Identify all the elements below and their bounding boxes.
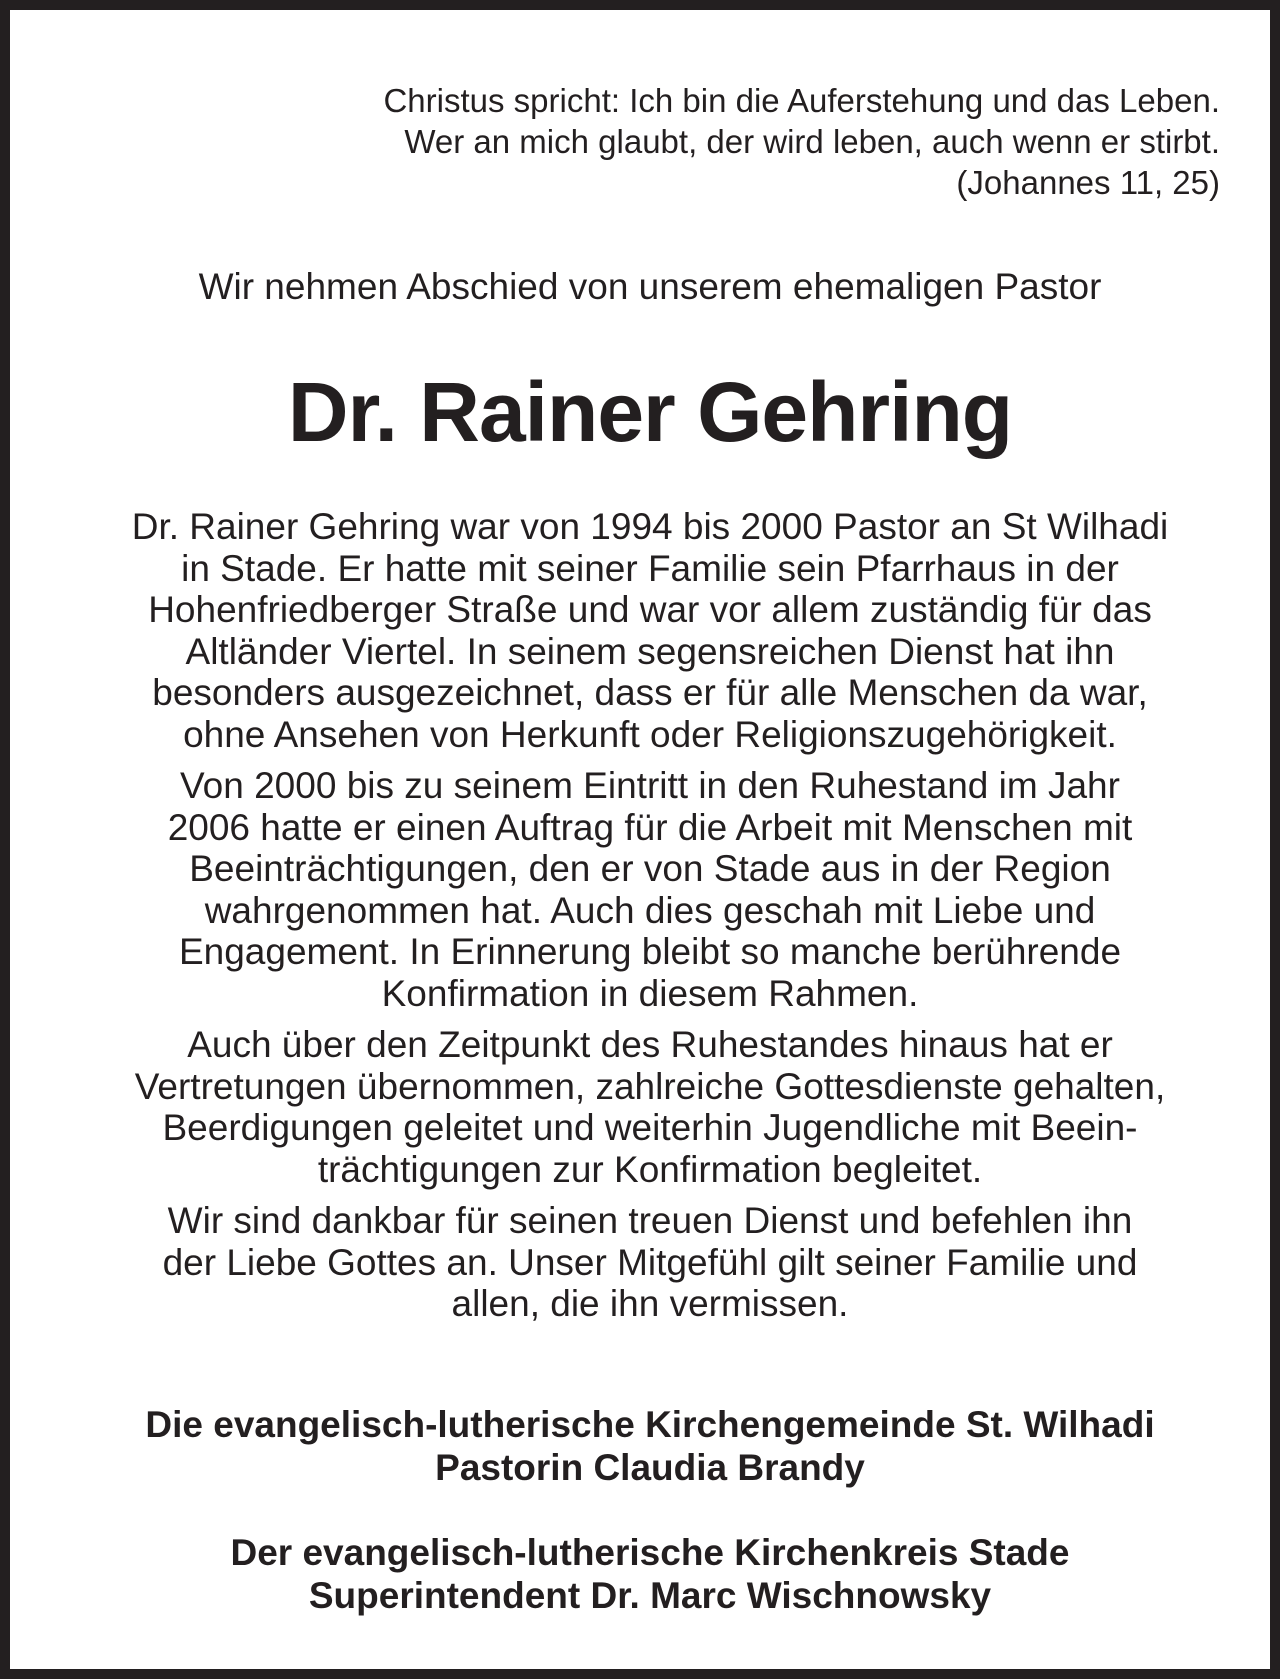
- signature-block: [50, 1403, 1250, 1489]
- text-line: Auch über den Zeitpunkt des Ruhestandes hinaus hat er: [187, 1024, 1113, 1065]
- bible-verse: [383, 80, 1220, 203]
- text-line: allen, die ihn vermissen.: [451, 1283, 849, 1324]
- paragraph: [50, 1024, 1250, 1190]
- verse-line: Christus spricht: Ich bin die Auferstehung und das Leben.: [383, 82, 1220, 119]
- text-line: Hohenfriedberger Straße und war vor allem zuständig für das: [148, 589, 1152, 630]
- text-line: wahrgenommen hat. Auch dies geschah mit Liebe und: [204, 889, 1096, 931]
- intro-line: Wir nehmen Abschied von unserem ehemaligen Pastor: [198, 266, 1102, 307]
- signatures: [50, 1403, 1250, 1659]
- text-line: in Stade. Er hatte mit seiner Familie sein Pfarrhaus in der: [181, 547, 1119, 589]
- verse-line: Wer an mich glaubt, der wird leben, auch wenn er stirbt.: [404, 123, 1220, 160]
- text-line: Altländer Viertel. In seinem segensreichen Dienst hat ihn: [185, 630, 1115, 672]
- deceased-name: Dr. Rainer Gehring: [287, 365, 1013, 459]
- text-line: der Liebe Gottes an. Unser Mitgefühl gilt seiner Familie und: [162, 1241, 1138, 1283]
- verse-reference: (Johannes 11, 25): [956, 164, 1220, 201]
- text-line: 2006 hatte er einen Auftrag für die Arbeit mit Menschen mit: [167, 806, 1133, 848]
- signature-person: Superintendent Dr. Marc Wischnowsky: [308, 1575, 992, 1616]
- signature-person: Pastorin Claudia Brandy: [435, 1447, 865, 1488]
- text-line: Beeinträchtigungen, den er von Stade aus in der Region: [189, 848, 1111, 889]
- text-line: Engagement. In Erinnerung bleibt so manche berührende: [178, 931, 1122, 972]
- text-line: besonders ausgezeichnet, dass er für alle Menschen da war,: [152, 672, 1148, 713]
- paragraph: [50, 765, 1250, 1014]
- obituary-body: [50, 506, 1250, 1335]
- text-line: Wir sind dankbar für seinen treuen Dienst und befehlen ihn: [167, 1200, 1133, 1241]
- signature-organization: Der evangelisch-lutherische Kirchenkreis Stade: [230, 1532, 1070, 1573]
- text-line: Dr. Rainer Gehring war von 1994 bis 2000 Pastor an St Wilhadi: [131, 506, 1169, 547]
- text-line: Von 2000 bis zu seinem Eintritt in den Ruhestand im Jahr: [180, 765, 1120, 806]
- paragraph: [50, 506, 1250, 755]
- signature-organization: Die evangelisch-lutherische Kirchengemeinde St. Wilhadi: [145, 1404, 1155, 1445]
- text-line: ohne Ansehen von Herkunft oder Religionszugehörigkeit.: [183, 713, 1117, 755]
- text-line: Vertretungen übernommen, zahlreiche Gottesdienste gehalten,: [134, 1065, 1166, 1107]
- signature-block: [50, 1531, 1250, 1617]
- paragraph: [50, 1200, 1250, 1325]
- text-line: Beerdigungen geleitet und weiterhin Jugendliche mit Beein-: [162, 1107, 1138, 1148]
- text-line: Konfirmation in diesem Rahmen.: [381, 972, 919, 1014]
- text-line: trächtigungen zur Konfirmation begleitet.: [317, 1148, 983, 1190]
